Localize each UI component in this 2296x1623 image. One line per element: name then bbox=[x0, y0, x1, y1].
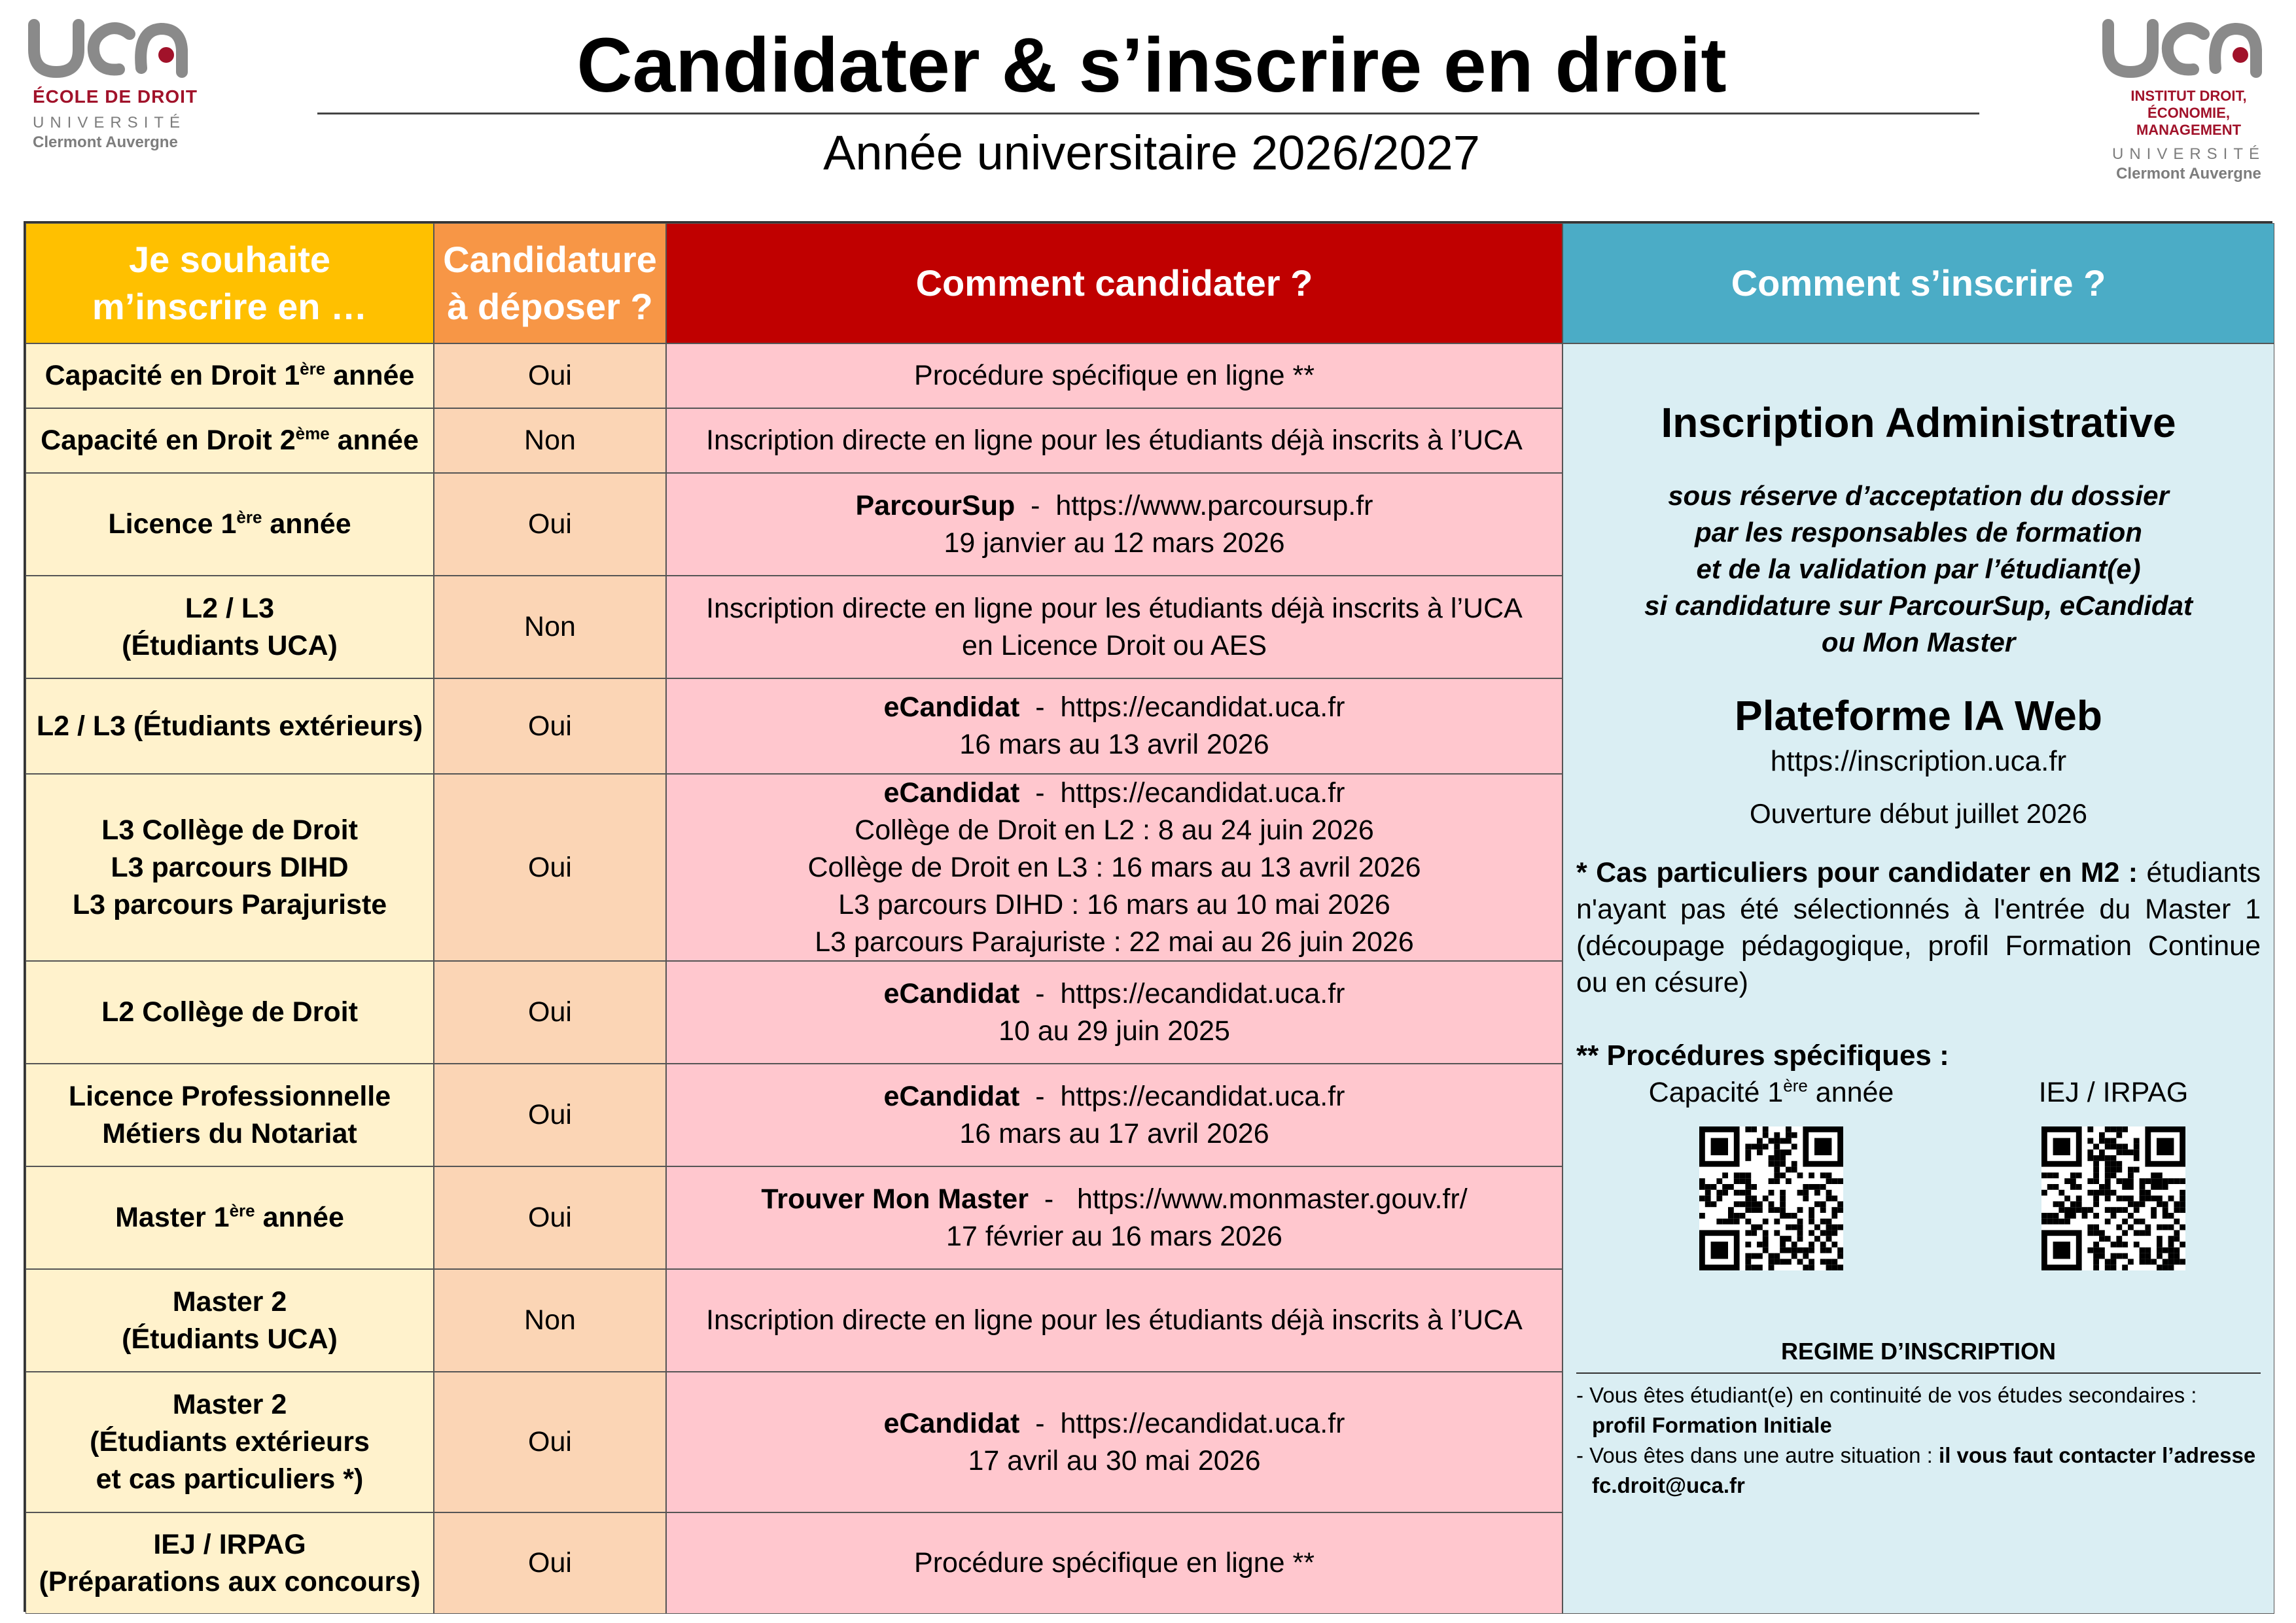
logo-right-place: Clermont Auvergne bbox=[2116, 165, 2261, 183]
regime-item-autre: - Vous êtes dans une autre situation : il vous faut contacter l’adresse fc.droit@uca.fr bbox=[1576, 1443, 2256, 1497]
procedures-title: ** Procédures spécifiques : bbox=[1576, 1039, 1949, 1072]
platform-title: Plateforme IA Web bbox=[1735, 692, 2102, 739]
qr-code-icon[interactable] bbox=[1699, 1126, 1843, 1270]
how-apply-cell: ParcourSup - https://www.parcoursup.fr 19 janvier au 12 mars 2026 bbox=[666, 473, 1563, 576]
logo-ecole-de-droit bbox=[26, 12, 203, 152]
inscription-reserve: sous réserve d’acceptation du dossier par les responsables de formation et de la validation par l’étudiant(e) si candidature sur ParcourSup, eCandidat ou Mon Master bbox=[1644, 480, 2193, 657]
candidature-cell: Oui bbox=[434, 774, 666, 961]
inscription-panel bbox=[1563, 343, 2274, 1614]
program-cell: L2 Collège de Droit bbox=[26, 961, 434, 1064]
note-m2: * Cas particuliers pour candidater en M2 : étudiants n'ayant pas été sélectionnés à l'entrée du Master 1 (découpage pédagogique, profil Formation Continue ou en césure) bbox=[1576, 857, 2261, 998]
candidature-cell: Non bbox=[434, 1269, 666, 1372]
page-subtitle: Année universitaire 2026/2027 bbox=[823, 126, 1480, 180]
program-cell: Licence Professionnelle Métiers du Notariat bbox=[26, 1064, 434, 1166]
logo-right-universite: UNIVERSITÉ bbox=[2111, 145, 2266, 163]
logo-left-name: ÉCOLE DE DROIT bbox=[33, 86, 198, 107]
candidature-cell: Oui bbox=[434, 961, 666, 1064]
how-apply-cell: Procédure spécifique en ligne ** bbox=[666, 1512, 1563, 1614]
how-apply-cell: eCandidat - https://ecandidat.uca.fr 16 mars au 13 avril 2026 bbox=[666, 678, 1563, 774]
logo-institut bbox=[2100, 12, 2277, 183]
how-apply-cell: Trouver Mon Master - https://www.monmaster.gouv.fr/ 17 février au 16 mars 2026 bbox=[666, 1166, 1563, 1269]
candidature-cell: Oui bbox=[434, 1166, 666, 1269]
qr-iej-label: IEJ / IRPAG bbox=[2038, 1077, 2189, 1108]
logo-left-place: Clermont Auvergne bbox=[33, 133, 178, 151]
platform-url-link[interactable]: https://inscription.uca.fr bbox=[1770, 745, 2067, 777]
candidature-cell: Non bbox=[434, 408, 666, 473]
qr-codes bbox=[1576, 1074, 2261, 1270]
platform-opening: Ouverture début juillet 2026 bbox=[1750, 798, 2087, 829]
qr-capacite-label: Capacité 1ère année bbox=[1648, 1075, 1894, 1108]
title-divider bbox=[317, 113, 1979, 114]
candidature-cell: Oui bbox=[434, 1064, 666, 1166]
header-candidature: Candidature à déposer ? bbox=[434, 223, 666, 343]
qr-code-icon[interactable] bbox=[2041, 1126, 2185, 1270]
program-cell: Capacité en Droit 1ère année bbox=[26, 343, 434, 408]
uca-logo-icon bbox=[26, 12, 190, 84]
logo-right-name: INSTITUT DROIT, ÉCONOMIE, MANAGEMENT bbox=[2130, 88, 2247, 138]
header-program: Je souhaite m’inscrire en … bbox=[26, 223, 434, 343]
qr-iej bbox=[2039, 1074, 2189, 1270]
program-cell: Licence 1ère année bbox=[26, 473, 434, 576]
candidature-cell: Oui bbox=[434, 343, 666, 408]
program-cell: L2 / L3 (Étudiants extérieurs) bbox=[26, 678, 434, 774]
program-cell: Master 2 (Étudiants extérieurs et cas particuliers *) bbox=[26, 1372, 434, 1512]
logo-left-universite: UNIVERSITÉ bbox=[33, 114, 186, 131]
program-cell: Master 1ère année bbox=[26, 1166, 434, 1269]
admissions-table bbox=[24, 221, 2272, 1612]
how-apply-cell: eCandidat - https://ecandidat.uca.fr 17 avril au 30 mai 2026 bbox=[666, 1372, 1563, 1512]
header-how-register: Comment s’inscrire ? bbox=[1563, 223, 2274, 343]
how-apply-cell: eCandidat - https://ecandidat.uca.fr 10 au 29 juin 2025 bbox=[666, 961, 1563, 1064]
how-apply-cell: eCandidat - https://ecandidat.uca.fr 16 mars au 17 avril 2026 bbox=[666, 1064, 1563, 1166]
program-cell: Master 2 (Étudiants UCA) bbox=[26, 1269, 434, 1372]
candidature-cell: Oui bbox=[434, 678, 666, 774]
regime-divider bbox=[1576, 1372, 2261, 1374]
regime-title: REGIME D’INSCRIPTION bbox=[1780, 1338, 2057, 1365]
program-cell: Capacité en Droit 2ème année bbox=[26, 408, 434, 473]
how-apply-cell: eCandidat - https://ecandidat.uca.fr Collège de Droit en L2 : 8 au 24 juin 2026 Collège de Droit en L3 : 16 mars au 13 avril 2026 L3 parcours DIHD : 16 mars au 10 mai 2026 L3 parcours Parajuriste : 22 mai au 26 juin 2026 bbox=[666, 774, 1563, 961]
candidature-cell: Oui bbox=[434, 1512, 666, 1614]
how-apply-cell: Inscription directe en ligne pour les étudiants déjà inscrits à l’UCA bbox=[666, 1269, 1563, 1372]
how-apply-cell: Inscription directe en ligne pour les étudiants déjà inscrits à l’UCA en Licence Droit ou AES bbox=[666, 576, 1563, 678]
candidature-cell: Non bbox=[434, 576, 666, 678]
candidature-cell: Oui bbox=[434, 1372, 666, 1512]
qr-capacite bbox=[1649, 1074, 1894, 1270]
page-title: Candidater & s’inscrire en droit bbox=[576, 22, 1727, 109]
candidature-cell: Oui bbox=[434, 473, 666, 576]
program-cell: L2 / L3 (Étudiants UCA) bbox=[26, 576, 434, 678]
regime-item-initiale: - Vous êtes étudiant(e) en continuité de vos études secondaires : profil Formation Initiale bbox=[1576, 1383, 2197, 1437]
how-apply-cell: Procédure spécifique en ligne ** bbox=[666, 343, 1563, 408]
inscription-title: Inscription Administrative bbox=[1661, 399, 2176, 446]
header-how-apply: Comment candidater ? bbox=[666, 223, 1563, 343]
uca-logo-icon bbox=[2100, 12, 2264, 84]
program-cell: IEJ / IRPAG (Préparations aux concours) bbox=[26, 1512, 434, 1614]
how-apply-cell: Inscription directe en ligne pour les étudiants déjà inscrits à l’UCA bbox=[666, 408, 1563, 473]
program-cell: L3 Collège de Droit L3 parcours DIHD L3 parcours Parajuriste bbox=[26, 774, 434, 961]
